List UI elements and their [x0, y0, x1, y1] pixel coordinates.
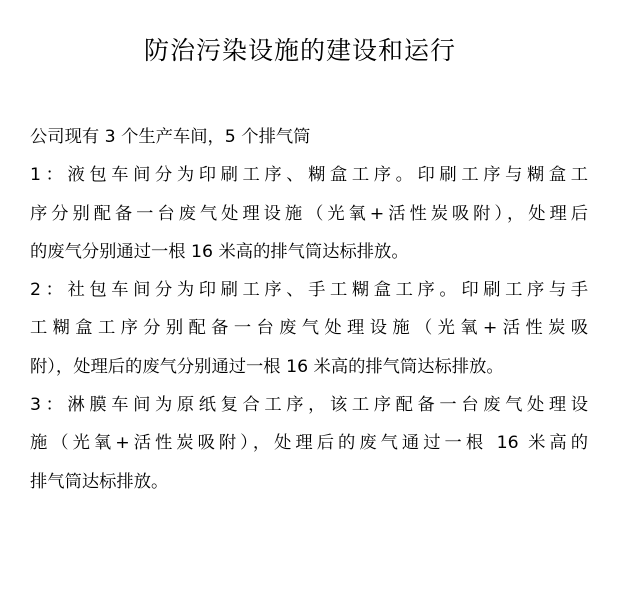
item-2-line-2: 工糊盒工序分别配备一台废气处理设施（光氧+活性炭吸 [30, 318, 588, 339]
item-3-line-2: 施（光氧+活性炭吸附），处理后的废气通过一根 16 米高的 [30, 433, 588, 454]
item-1-line-3: 的废气分别通过一根 16 米高的排气筒达标排放。 [30, 241, 409, 262]
document-body [30, 118, 588, 501]
item-2-line-1: 2：社包车间分为印刷工序、手工糊盒工序。印刷工序与手 [30, 280, 588, 301]
item-1-line-1: 1：液包车间分为印刷工序、糊盒工序。印刷工序与糊盒工 [30, 165, 588, 186]
item-3-line-1: 3：淋膜车间为原纸复合工序，该工序配备一台废气处理设 [30, 395, 588, 416]
intro-line: 公司现有 3 个生产车间，5 个排气筒 [30, 127, 311, 147]
document-title: 防治污染设施的建设和运行 [143, 36, 456, 65]
item-2-line-3: 附），处理后的废气分别通过一根 16 米高的排气筒达标排放。 [30, 356, 504, 377]
item-3-line-3: 排气筒达标排放。 [30, 471, 169, 492]
item-1-line-2: 序分别配备一台废气处理设施（光氧+活性炭吸附），处理后 [30, 203, 588, 224]
